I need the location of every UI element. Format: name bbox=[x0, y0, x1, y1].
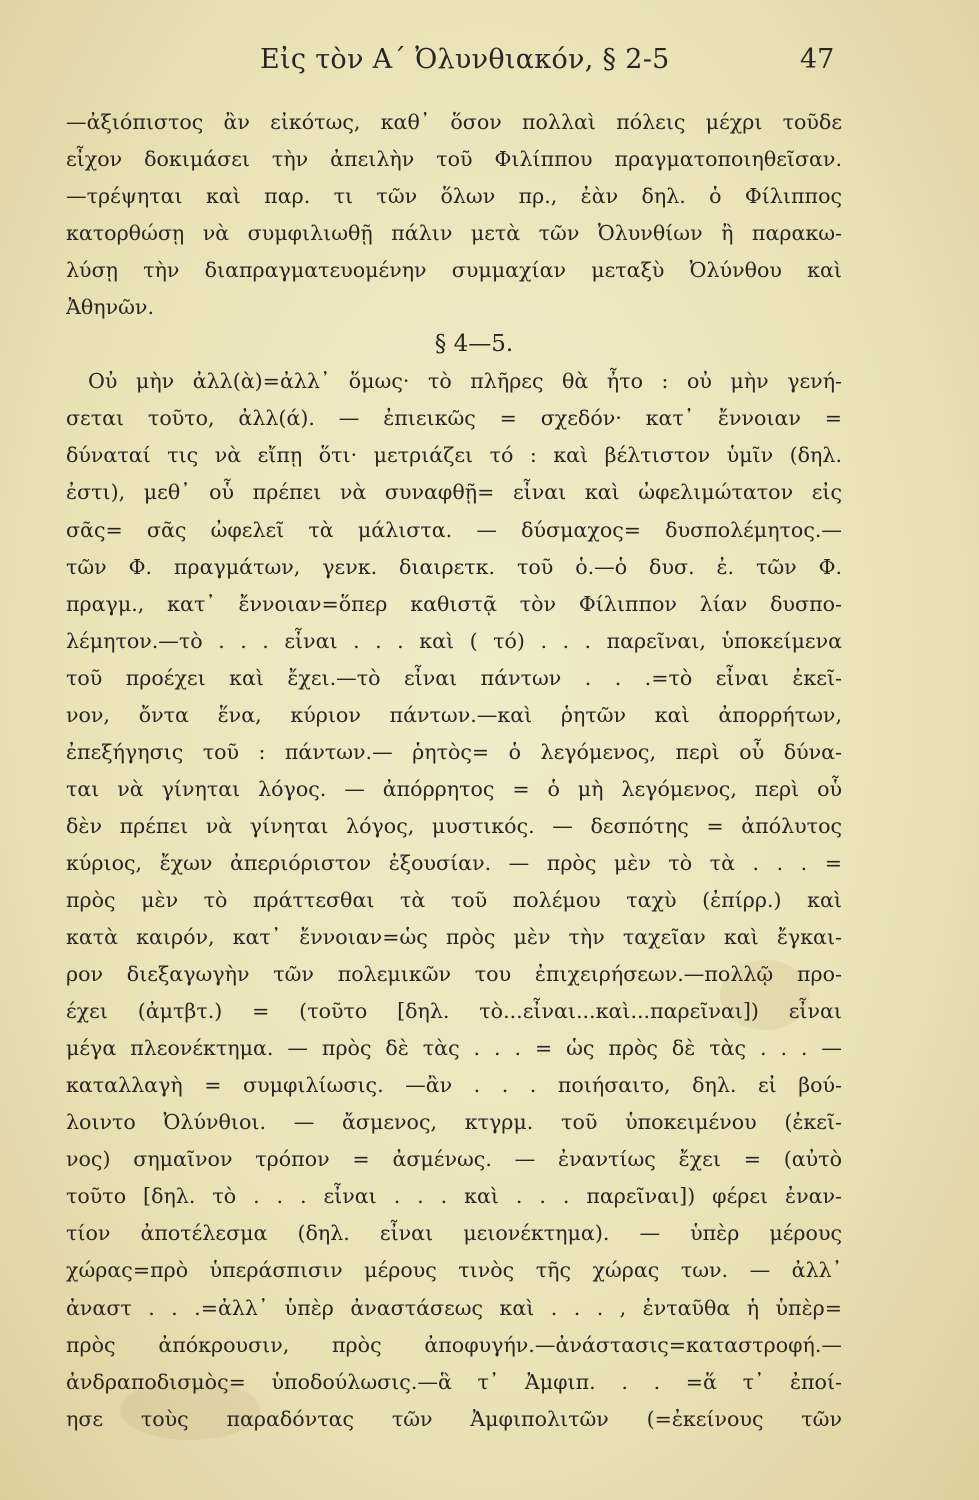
text-line: λοιντο Ὀλύνθιοι. — ἄσμενος, κτγρμ. τοῦ ὑποκειμένου (ἐκεῖ- bbox=[66, 1110, 842, 1135]
text-line: λέμητον.—τὸ . . . εἶναι . . . καὶ ( τό) . . . παρεῖναι, ὑποκείμενα bbox=[66, 628, 842, 653]
text-line: ησε τοὺς παραδόντας τῶν Ἀμφιπολιτῶν (=ἐκείνους τῶν bbox=[66, 1406, 842, 1431]
text-line: πρὸς ἀπόκρουσιν, πρὸς ἀποφυγήν.—ἀνάστασις=καταστροφή.— bbox=[66, 1332, 842, 1357]
text-line: Οὐ μὴν ἀλλ(ὰ)=ἀλλ᾽ ὅμως· τὸ πλῆρες θὰ ἦτο : οὐ μὴν γενή- bbox=[88, 369, 842, 394]
text-line: νον, ὄντα ἕνα, κύριον πάντων.—καὶ ῥητῶν καὶ ἀπορρήτων, bbox=[66, 702, 842, 727]
text-line: τίον ἀποτέλεσμα (δηλ. εἶναι μειονέκτημα). — ὑπὲρ μέρους bbox=[66, 1221, 842, 1246]
text-line: ἀνδραποδισμὸς= ὑποδούλωσις.—ἃ τ᾽ Ἀμφιπ. . . =ἅ τ᾽ ἐποί- bbox=[66, 1369, 842, 1394]
text-line: νος) σημαῖνον τρόπον = ἀσμένως. — ἐναντίως ἔχει = (αὐτὸ bbox=[66, 1147, 842, 1172]
text-line: —ἀξιόπιστος ἂν εἰκότως, καθ᾽ ὅσον πολλαὶ πόλεις μέχρι τοῦδε bbox=[66, 110, 842, 134]
text-line: Ἀθηνῶν. bbox=[66, 295, 154, 320]
text-line: —τρέψηται καὶ παρ. τι τῶν ὅλων πρ., ἐὰν δηλ. ὁ Φίλιππος bbox=[66, 184, 842, 209]
text-line: σεται τοῦτο, ἀλλ(ά). — ἐπιεικῶς = σχεδόν· κατ᾽ ἔννοιαν = bbox=[66, 406, 842, 431]
text-line: σᾶς= σᾶς ὠφελεῖ τὰ μάλιστα. — δύσμαχος= δυσπολέμητος.— bbox=[66, 517, 842, 542]
commentary-text bbox=[66, 104, 842, 1438]
text-line: δὲν πρέπει νὰ γίνηται λόγος, μυστικός. — δεσπότης = ἀπόλυτος bbox=[66, 813, 842, 838]
text-line: λύσῃ τὴν διαπραγματευομένην συμμαχίαν μεταξὺ Ὀλύνθου καὶ bbox=[66, 258, 842, 283]
text-line: έχει (ἀμτβτ.) = (τοῦτο [δηλ. τὸ...εἶναι...καὶ...παρεῖναι]) εἶναι bbox=[66, 999, 842, 1024]
text-line: ἀναστ . . .=ἀλλ᾽ ὑπὲρ ἀναστάσεως καὶ . . . , ἐνταῦθα ἡ ὑπὲρ= bbox=[66, 1295, 842, 1320]
text-line: τοῦ προέχει καὶ ἔχει.—τὸ εἶναι πάντων . . .=τὸ εἶναι ἐκεῖ- bbox=[66, 665, 842, 690]
text-line: χώρας=πρὸ ὑπεράσπισιν μέρους τινὸς τῆς χώρας των. — ἀλλ᾽ bbox=[66, 1258, 842, 1283]
section-heading: § 4—5. bbox=[434, 331, 514, 358]
text-line: τῶν Φ. πραγμάτων, γενκ. διαιρετκ. τοῦ ὁ.—ὁ δυσ. ἐ. τῶν Φ. bbox=[66, 554, 842, 579]
text-line: ἐστι), μεθ᾽ οὗ πρέπει νὰ συναφθῇ= εἶναι καὶ ὠφελιμώτατον εἰς bbox=[66, 480, 842, 505]
text-line: πρὸς μὲν τὸ πράττεσθαι τὰ τοῦ πολέμου ταχὺ (ἐπίρρ.) καὶ bbox=[66, 887, 842, 912]
page-number: 47 bbox=[800, 44, 835, 75]
text-line: πραγμ., κατ᾽ ἔννοιαν=ὅπερ καθιστᾷ τὸν Φίλιππον λίαν δυσπο- bbox=[66, 591, 842, 616]
text-line: τοῦτο [δηλ. τὸ . . . εἶναι . . . καὶ . . . παρεῖναι]) φέρει ἐναν- bbox=[66, 1184, 842, 1209]
text-line: ἐπεξήγησις τοῦ : πάντων.— ῥητὸς= ὁ λεγόμενος, περὶ οὗ δύνα- bbox=[66, 739, 842, 764]
text-line: εἶχον δοκιμάσει τὴν ἀπειλὴν τοῦ Φιλίππου πραγματοποιηθεῖσαν. bbox=[66, 147, 842, 172]
text-line: ρον διεξαγωγὴν τῶν πολεμικῶν του ἐπιχειρήσεων.—πολλῷ προ- bbox=[66, 962, 842, 987]
text-line: κύριος, ἔχων ἀπεριόριστον ἐξουσίαν. — πρὸς μὲν τὸ τὰ . . . = bbox=[66, 850, 842, 875]
text-line: μέγα πλεονέκτημα. — πρὸς δὲ τὰς . . . = ὡς πρὸς δὲ τὰς . . . — bbox=[66, 1036, 842, 1061]
text-line: κατὰ καιρόν, κατ᾽ ἔννοιαν=ὡς πρὸς μὲν τὴν ταχεῖαν καὶ ἔγκαι- bbox=[66, 925, 842, 950]
text-line: ται νὰ γίνηται λόγος. — ἀπόρρητος = ὁ μὴ λεγόμενος, περὶ οὗ bbox=[66, 776, 842, 801]
page-header bbox=[0, 44, 979, 84]
running-title: Εἰς τὸν Α΄ Ὀλυνθιακόν, § 2-5 bbox=[260, 44, 670, 75]
text-line: δύναταί τις νὰ εἴπῃ ὅτι· μετριάζει τό : καὶ βέλτιστον ὑμῖν (δηλ. bbox=[66, 443, 842, 468]
text-line: καταλλαγὴ = συμφιλίωσις. —ἂν . . . ποιήσαιτο, δηλ. εἰ βού- bbox=[66, 1073, 842, 1098]
text-line: κατορθώσῃ νὰ συμφιλιωθῇ πάλιν μετὰ τῶν Ὀλυνθίων ἢ παρακω- bbox=[66, 221, 842, 246]
